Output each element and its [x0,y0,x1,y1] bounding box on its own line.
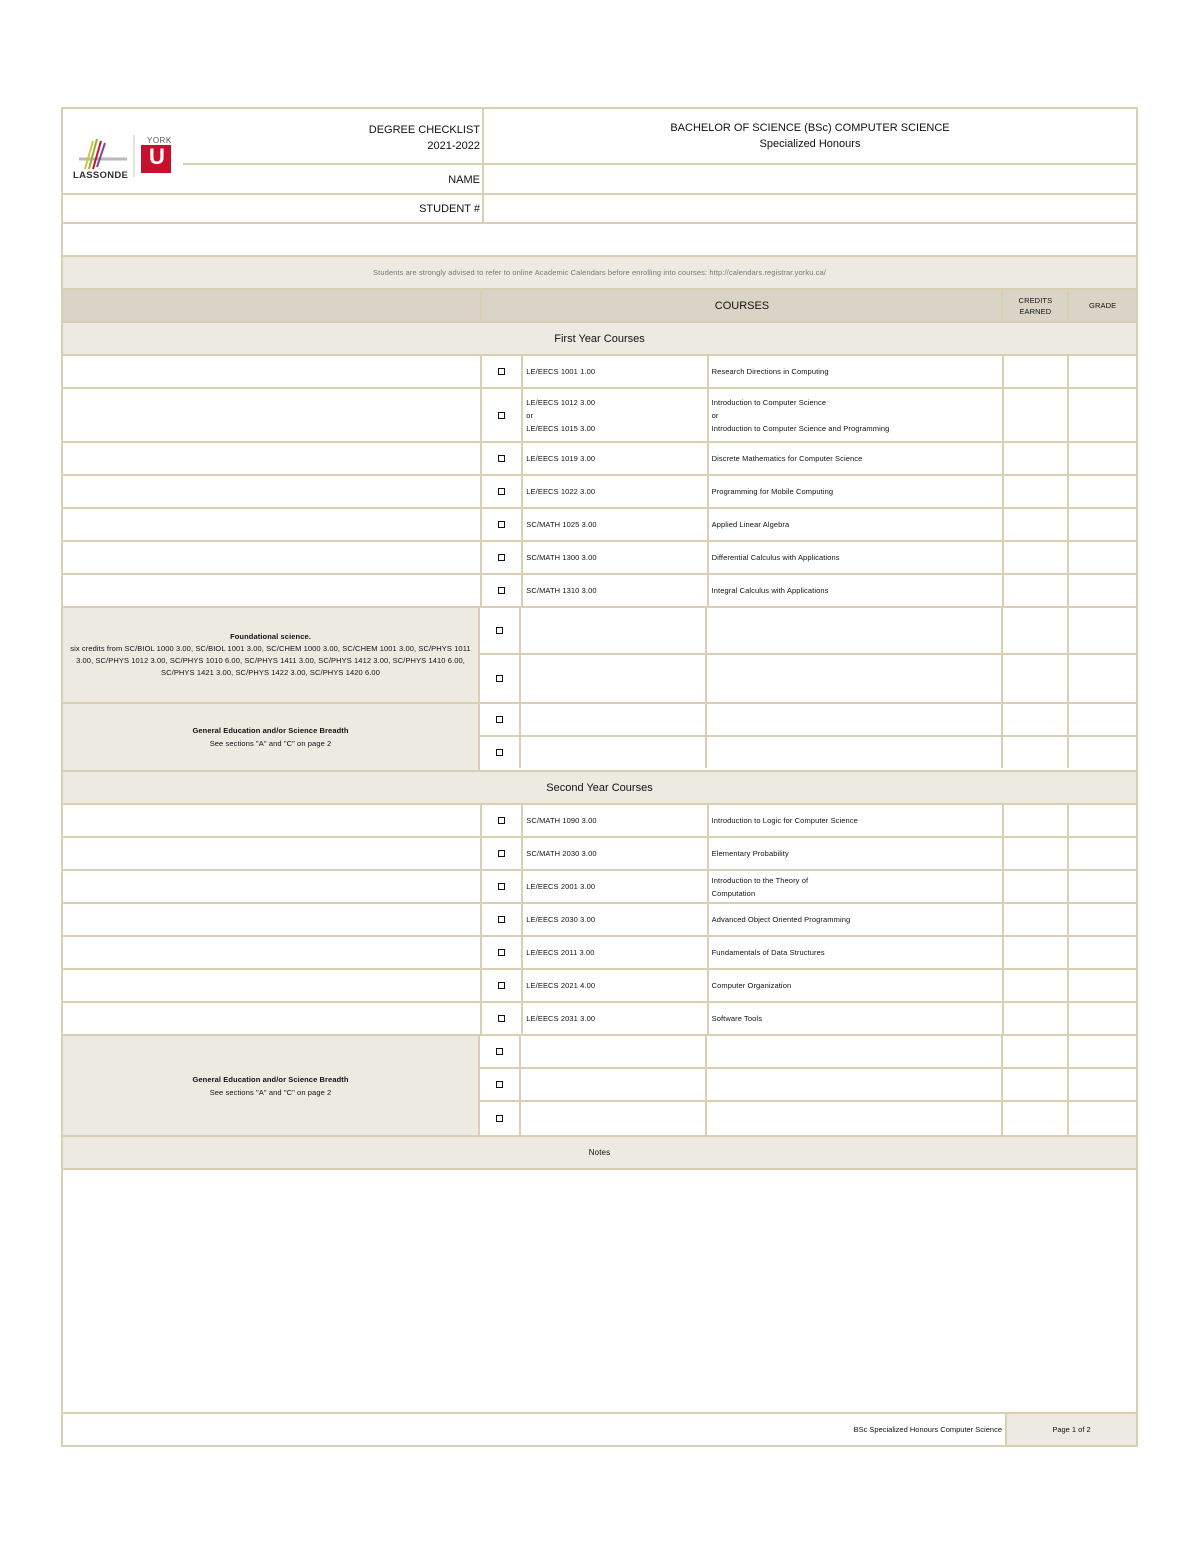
course-title: Discrete Mathematics for Computer Science [709,443,1004,474]
program-title-line1: BACHELOR OF SCIENCE (BSc) COMPUTER SCIENCE [670,122,950,134]
credits-cell[interactable] [1004,389,1070,441]
course-code-blank[interactable] [521,608,707,653]
checkbox-icon [496,627,503,634]
grade-cell[interactable] [1069,1036,1136,1067]
table-row [480,737,1136,768]
table-row [63,509,1136,542]
table-row [63,871,1136,904]
gen-ed-line2: See sections "A" and "C" on page 2 [209,739,332,748]
course-title [709,871,1004,902]
foundational-science-group [63,608,1136,704]
grade-cell[interactable] [1069,970,1136,1001]
course-code: SC/MATH 2030 3.00 [523,838,708,869]
foundational-heading: Foundational science. [230,632,311,641]
lassonde-york-logo [71,131,181,191]
row-left-blank [63,904,482,935]
course-checkbox[interactable] [480,655,521,702]
credits-cell[interactable] [1004,838,1070,869]
degree-checklist-sheet [61,107,1138,1447]
gen-ed-group-second-year [63,1036,1136,1137]
checkbox-icon [498,554,505,561]
gen-ed-text-block [192,724,348,750]
footer-page-number: Page 1 of 2 [1007,1414,1136,1445]
gen-ed-rows [480,1036,1136,1135]
credits-cell[interactable] [1003,1036,1069,1067]
course-title-blank[interactable] [707,608,1003,653]
checkbox-icon [498,521,505,528]
checklist-title [369,122,480,154]
advisory-text: Students are strongly advised to refer to online Academic Calendars before enrolling into courses: http://calendars.registrar.yorku.ca/ [373,268,826,277]
checkbox-icon [498,850,505,857]
course-checkbox[interactable] [482,509,523,540]
course-checkbox[interactable] [482,443,523,474]
grade-cell[interactable] [1069,542,1136,573]
grade-cell[interactable] [1069,937,1136,968]
course-title-blank[interactable] [707,737,1003,768]
table-row [63,356,1136,389]
second-year-title-row [63,772,1136,805]
table-row [480,1102,1136,1135]
divider [183,163,482,165]
foundational-science-text-block [69,631,472,679]
checkbox-icon [498,455,505,462]
credits-cell[interactable] [1004,542,1070,573]
header-left [63,109,484,222]
row-left-blank [63,871,482,902]
course-title: Research Directions in Computing [709,356,1004,387]
checkbox-icon [496,749,503,756]
gen-ed-note [63,704,480,770]
row-left-blank [63,1003,482,1034]
divider [63,193,482,195]
course-checkbox[interactable] [482,1003,523,1034]
credits-cell[interactable] [1003,655,1069,702]
table-row [63,970,1136,1003]
row-left-blank [63,476,482,507]
course-title: Programming for Mobile Computing [709,476,1004,507]
gen-ed-text-block [192,1073,348,1099]
checkbox-icon [498,488,505,495]
checkbox-icon [498,949,505,956]
course-title-line: Introduction to Computer Science [711,397,827,407]
credits-cell[interactable] [1004,443,1070,474]
course-code-line: or [526,410,534,420]
checkbox-icon [496,675,503,682]
course-title-blank[interactable] [707,704,1003,735]
course-title-line: or [711,410,719,420]
course-checkbox[interactable] [482,356,523,387]
course-code [523,389,708,441]
course-checkbox[interactable] [482,970,523,1001]
york-u-mark: U [149,144,165,169]
footer-row [63,1414,1136,1445]
course-code-blank[interactable] [521,1036,707,1067]
row-left-blank [63,838,482,869]
grade-cell[interactable] [1069,1102,1136,1135]
grade-cell[interactable] [1069,655,1136,702]
table-row [63,805,1136,838]
course-title-blank[interactable] [707,1069,1003,1100]
credits-cell[interactable] [1004,904,1070,935]
grade-cell[interactable] [1069,871,1136,902]
course-code: SC/MATH 1090 3.00 [523,805,708,836]
student-number-field[interactable] [484,195,1136,222]
table-row [480,655,1136,702]
course-code: SC/MATH 1300 3.00 [523,542,708,573]
row-left-blank [63,575,482,606]
table-row [63,542,1136,575]
grade-cell[interactable] [1069,805,1136,836]
york-wordmark: YORK [147,136,172,145]
checkbox-icon [498,368,505,375]
checkbox-icon [498,817,505,824]
course-code: LE/EECS 2001 3.00 [523,871,708,902]
first-year-title: First Year Courses [554,332,645,345]
notes-label: Notes [588,1148,611,1157]
course-code: SC/MATH 1310 3.00 [523,575,708,606]
course-title-blank[interactable] [707,1036,1003,1067]
table-row [63,1003,1136,1036]
course-checkbox[interactable] [480,1069,521,1100]
course-code: LE/EECS 1001 1.00 [523,356,708,387]
credits-cell[interactable] [1004,476,1070,507]
table-row [480,608,1136,655]
foundational-text: six credits from SC/BIOL 1000 3.00, SC/BIOL 1001 3.00, SC/CHEM 1000 3.00, SC/CHEM 1001 3.00, SC/PHYS 1011 3.00, SC/PHYS 1012 3.00, SC/PHYS 1010 6.00, SC/PHYS 1411 3.00, SC/PHYS 1412 3.00, SC/PHYS 1410 6.00, SC/PHYS 1421 3.00, SC/PHYS 1422 3.00, SC/PHYS 1420 6.00 [70,644,471,677]
credits-cell[interactable] [1003,1102,1069,1135]
grade-cell[interactable] [1069,904,1136,935]
row-left-blank [63,805,482,836]
checkbox-icon [498,1015,505,1022]
row-left-blank [63,509,482,540]
course-title: Introduction to Logic for Computer Science [709,805,1004,836]
row-left-blank [63,356,482,387]
credits-cell[interactable] [1003,704,1069,735]
course-code: LE/EECS 2011 3.00 [523,937,708,968]
credits-cell[interactable] [1003,737,1069,768]
checklist-year: 2021-2022 [427,140,480,152]
course-title: Advanced Object Oriented Programming [709,904,1004,935]
gen-ed-rows [480,704,1136,770]
course-title-blank[interactable] [707,655,1003,702]
foundational-rows [480,608,1136,702]
notes-area[interactable] [63,1170,1136,1414]
credits-cell[interactable] [1004,575,1070,606]
checkbox-icon [496,716,503,723]
course-title: Software Tools [709,1003,1004,1034]
gen-ed-note [63,1036,480,1135]
name-field[interactable] [484,165,1136,193]
course-title: Computer Organization [709,970,1004,1001]
course-code: SC/MATH 1025 3.00 [523,509,708,540]
credits-earned-header: CREDITS EARNED [1003,290,1069,321]
credits-cell[interactable] [1003,608,1069,653]
checkbox-icon [496,1048,503,1055]
row-left-blank [63,937,482,968]
checklist-title-text: DEGREE CHECKLIST [368,124,480,136]
grade-cell[interactable] [1069,476,1136,507]
program-title [484,109,1136,163]
table-row [63,389,1136,443]
courses-header: COURSES [482,290,1003,321]
header-blank [63,290,482,321]
grade-cell[interactable] [1069,509,1136,540]
course-title-line: Introduction to the Theory of [711,875,809,885]
course-checkbox[interactable] [482,476,523,507]
table-row [63,575,1136,608]
grade-cell[interactable] [1069,704,1136,735]
course-title: Integral Calculus with Applications [709,575,1004,606]
course-checkbox[interactable] [482,904,523,935]
table-row [63,476,1136,509]
course-title-blank[interactable] [707,1102,1003,1135]
course-code-blank[interactable] [521,655,707,702]
table-row [480,704,1136,737]
name-label: NAME [448,174,480,186]
gen-ed-line1: General Education and/or Science Breadth [192,726,349,735]
row-left-blank [63,970,482,1001]
foundational-science-note [63,608,480,702]
course-checkbox[interactable] [482,542,523,573]
table-row [480,1036,1136,1069]
checkbox-icon [496,1115,503,1122]
row-left-blank [63,443,482,474]
grade-cell[interactable] [1069,737,1136,768]
program-title-line2: Specialized Honours [759,138,861,150]
credits-cell[interactable] [1004,356,1070,387]
course-title [709,389,1004,441]
checkbox-icon [498,587,505,594]
gen-ed-line1: General Education and/or Science Breadth [192,1074,349,1084]
grade-cell[interactable] [1069,443,1136,474]
table-row [63,838,1136,871]
grade-cell[interactable] [1069,838,1136,869]
course-code: LE/EECS 1022 3.00 [523,476,708,507]
advisory-row [63,257,1136,290]
student-number-label: STUDENT # [419,203,480,215]
course-code-blank[interactable] [521,1069,707,1100]
grade-cell[interactable] [1069,389,1136,441]
gen-ed-line2: See sections "A" and "C" on page 2 [209,1087,332,1097]
course-code: LE/EECS 1019 3.00 [523,443,708,474]
course-title: Applied Linear Algebra [709,509,1004,540]
notes-header-row [63,1137,1136,1170]
course-code: LE/EECS 2031 3.00 [523,1003,708,1034]
course-checkbox[interactable] [482,389,523,441]
credits-cell[interactable] [1004,805,1070,836]
credits-cell[interactable] [1004,1003,1070,1034]
course-title: Elementary Probability [709,838,1004,869]
grade-cell[interactable] [1069,1003,1136,1034]
credits-cell[interactable] [1004,871,1070,902]
course-checkbox[interactable] [480,737,521,768]
header-right [484,109,1136,222]
credits-cell[interactable] [1004,970,1070,1001]
course-title-line: Computation [711,888,756,898]
grade-cell[interactable] [1069,608,1136,653]
checkbox-icon [498,883,505,890]
first-year-title-row [63,323,1136,356]
grade-cell[interactable] [1069,356,1136,387]
column-header-row [63,290,1136,323]
row-left-blank [63,389,482,441]
course-title: Fundamentals of Data Structures [709,937,1004,968]
course-checkbox[interactable] [482,871,523,902]
course-code-blank[interactable] [521,737,707,768]
course-checkbox[interactable] [480,608,521,653]
checkbox-icon [498,916,505,923]
table-row [63,904,1136,937]
spacer-row [63,224,1136,257]
table-row [480,1069,1136,1102]
course-code: LE/EECS 2030 3.00 [523,904,708,935]
checkbox-icon [496,1081,503,1088]
grade-cell[interactable] [1069,1069,1136,1100]
row-left-blank [63,542,482,573]
course-checkbox[interactable] [482,575,523,606]
table-row [63,443,1136,476]
course-checkbox[interactable] [480,704,521,735]
course-code-blank[interactable] [521,704,707,735]
course-checkbox[interactable] [482,838,523,869]
table-row [63,937,1136,970]
footer-program: BSc Specialized Honours Computer Science [63,1414,1007,1445]
course-code-blank[interactable] [521,1102,707,1135]
course-title-line: Introduction to Computer Science and Programming [711,423,890,433]
checkbox-icon [498,412,505,419]
credits-cell[interactable] [1003,1069,1069,1100]
grade-cell[interactable] [1069,575,1136,606]
checkbox-icon [498,982,505,989]
course-checkbox[interactable] [482,805,523,836]
course-title: Differential Calculus with Applications [709,542,1004,573]
credits-cell[interactable] [1004,509,1070,540]
course-checkbox[interactable] [480,1036,521,1067]
credits-cell[interactable] [1004,937,1070,968]
course-checkbox[interactable] [482,937,523,968]
course-code: LE/EECS 2021 4.00 [523,970,708,1001]
course-checkbox[interactable] [480,1102,521,1135]
course-code-line: LE/EECS 1012 3.00 [526,397,596,407]
course-code-line: LE/EECS 1015 3.00 [526,423,596,433]
grade-header: GRADE [1089,301,1117,310]
lassonde-wordmark: LASSONDE [73,170,129,181]
gen-ed-group-first-year [63,704,1136,772]
header-block [63,109,1136,224]
second-year-title: Second Year Courses [546,781,653,794]
